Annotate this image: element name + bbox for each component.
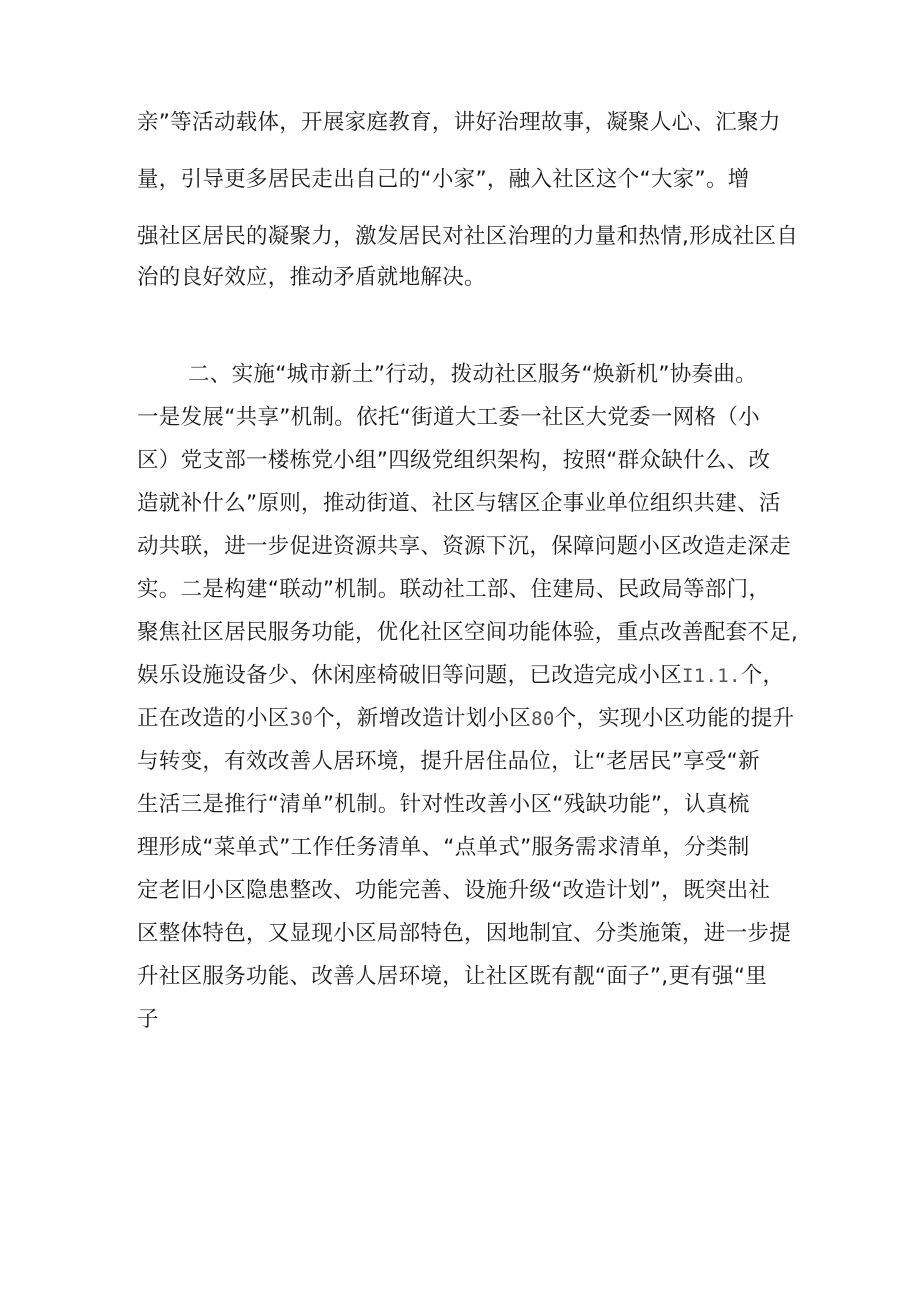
line-9-suffix: 个，实现小区功能的提升: [554, 706, 795, 731]
line-8-suffix: 个，: [740, 663, 785, 688]
paragraph-2-line-14: 区整体特色，又显现小区局部特色，因地制宜、分类施策，进一步提: [137, 921, 792, 946]
paragraph-2-line-7: 聚焦社区居民服务功能，优化社区空间功能体验，重点改善配套不足,: [137, 620, 799, 645]
paragraph-2-line-16: 子: [137, 1007, 159, 1032]
paragraph-2-line-6: 实。二是构建“联动”机制。联动社工部、住建局、民政局等部门，: [137, 577, 771, 602]
paragraph-1-line-2: 量，引导更多居民走出自己的“小家”，融入社区这个“大家”。增: [137, 167, 750, 192]
paragraph-2-line-12: 理形成“菜单式”工作任务清单、“点单式”服务需求清单，分类制: [137, 835, 750, 860]
paragraph-2-line-2: 一是发展“共享”机制。依托“街道大工委一社区大党委一网格（小: [137, 405, 760, 430]
paragraph-2-line-5: 动共联，进一步促进资源共享、资源下沉，保障问题小区改造走深走: [137, 534, 792, 559]
paragraph-2-line-11: 生活三是推行“清单”机制。针对性改善小区“残缺功能”，认真梳: [137, 792, 750, 817]
paragraph-2-line-10: 与转变，有效改善人居环境，提升居住品位，让“老居民”享受“新: [137, 749, 760, 774]
paragraph-1-line-1: 亲”等活动载体，开展家庭教育，讲好治理故事，凝聚人心、汇聚力: [137, 110, 781, 135]
paragraph-2-line-9: [137, 699, 794, 739]
paragraph-2-line-15: 升社区服务功能、改善人居环境，让社区既有靓“面子”,更有强“里: [137, 964, 768, 989]
paragraph-2-line-13: 定老旧小区隐患整改、功能完善、设施升级“改造计划”，既突出社: [137, 878, 771, 903]
paragraph-1-line-4: 治的良好效应，推动矛盾就地解决。: [137, 265, 486, 290]
line-8-text: 娱乐设施设备少、休闲座椅破旧等问题，已改造完成小区: [137, 663, 683, 688]
line-9-prefix: 正在改造的小区: [137, 706, 290, 731]
paragraph-2-line-4: 造就补什么”原则，推动街道、社区与辖区企事业单位组织共建、活: [137, 491, 781, 516]
section-heading: 二、实施“城市新土”行动，拨动社区服务“焕新机”协奏曲。: [188, 362, 757, 387]
planned-count: 80: [531, 708, 555, 730]
paragraph-2-line-3: 区）党支部一楼栋党小组”四级党组织架构，按照“群众缺什么、改: [137, 448, 771, 473]
paragraph-2-line-8: [137, 656, 784, 696]
paragraph-1-line-3: 强社区居民的凝聚力，激发居民对社区治理的力量和热情,形成社区自: [137, 224, 799, 249]
line-9-mid: 个，新增改造计划小区: [313, 706, 532, 731]
completed-count: I1.1.: [682, 665, 741, 687]
in-progress-count: 30: [289, 708, 314, 730]
